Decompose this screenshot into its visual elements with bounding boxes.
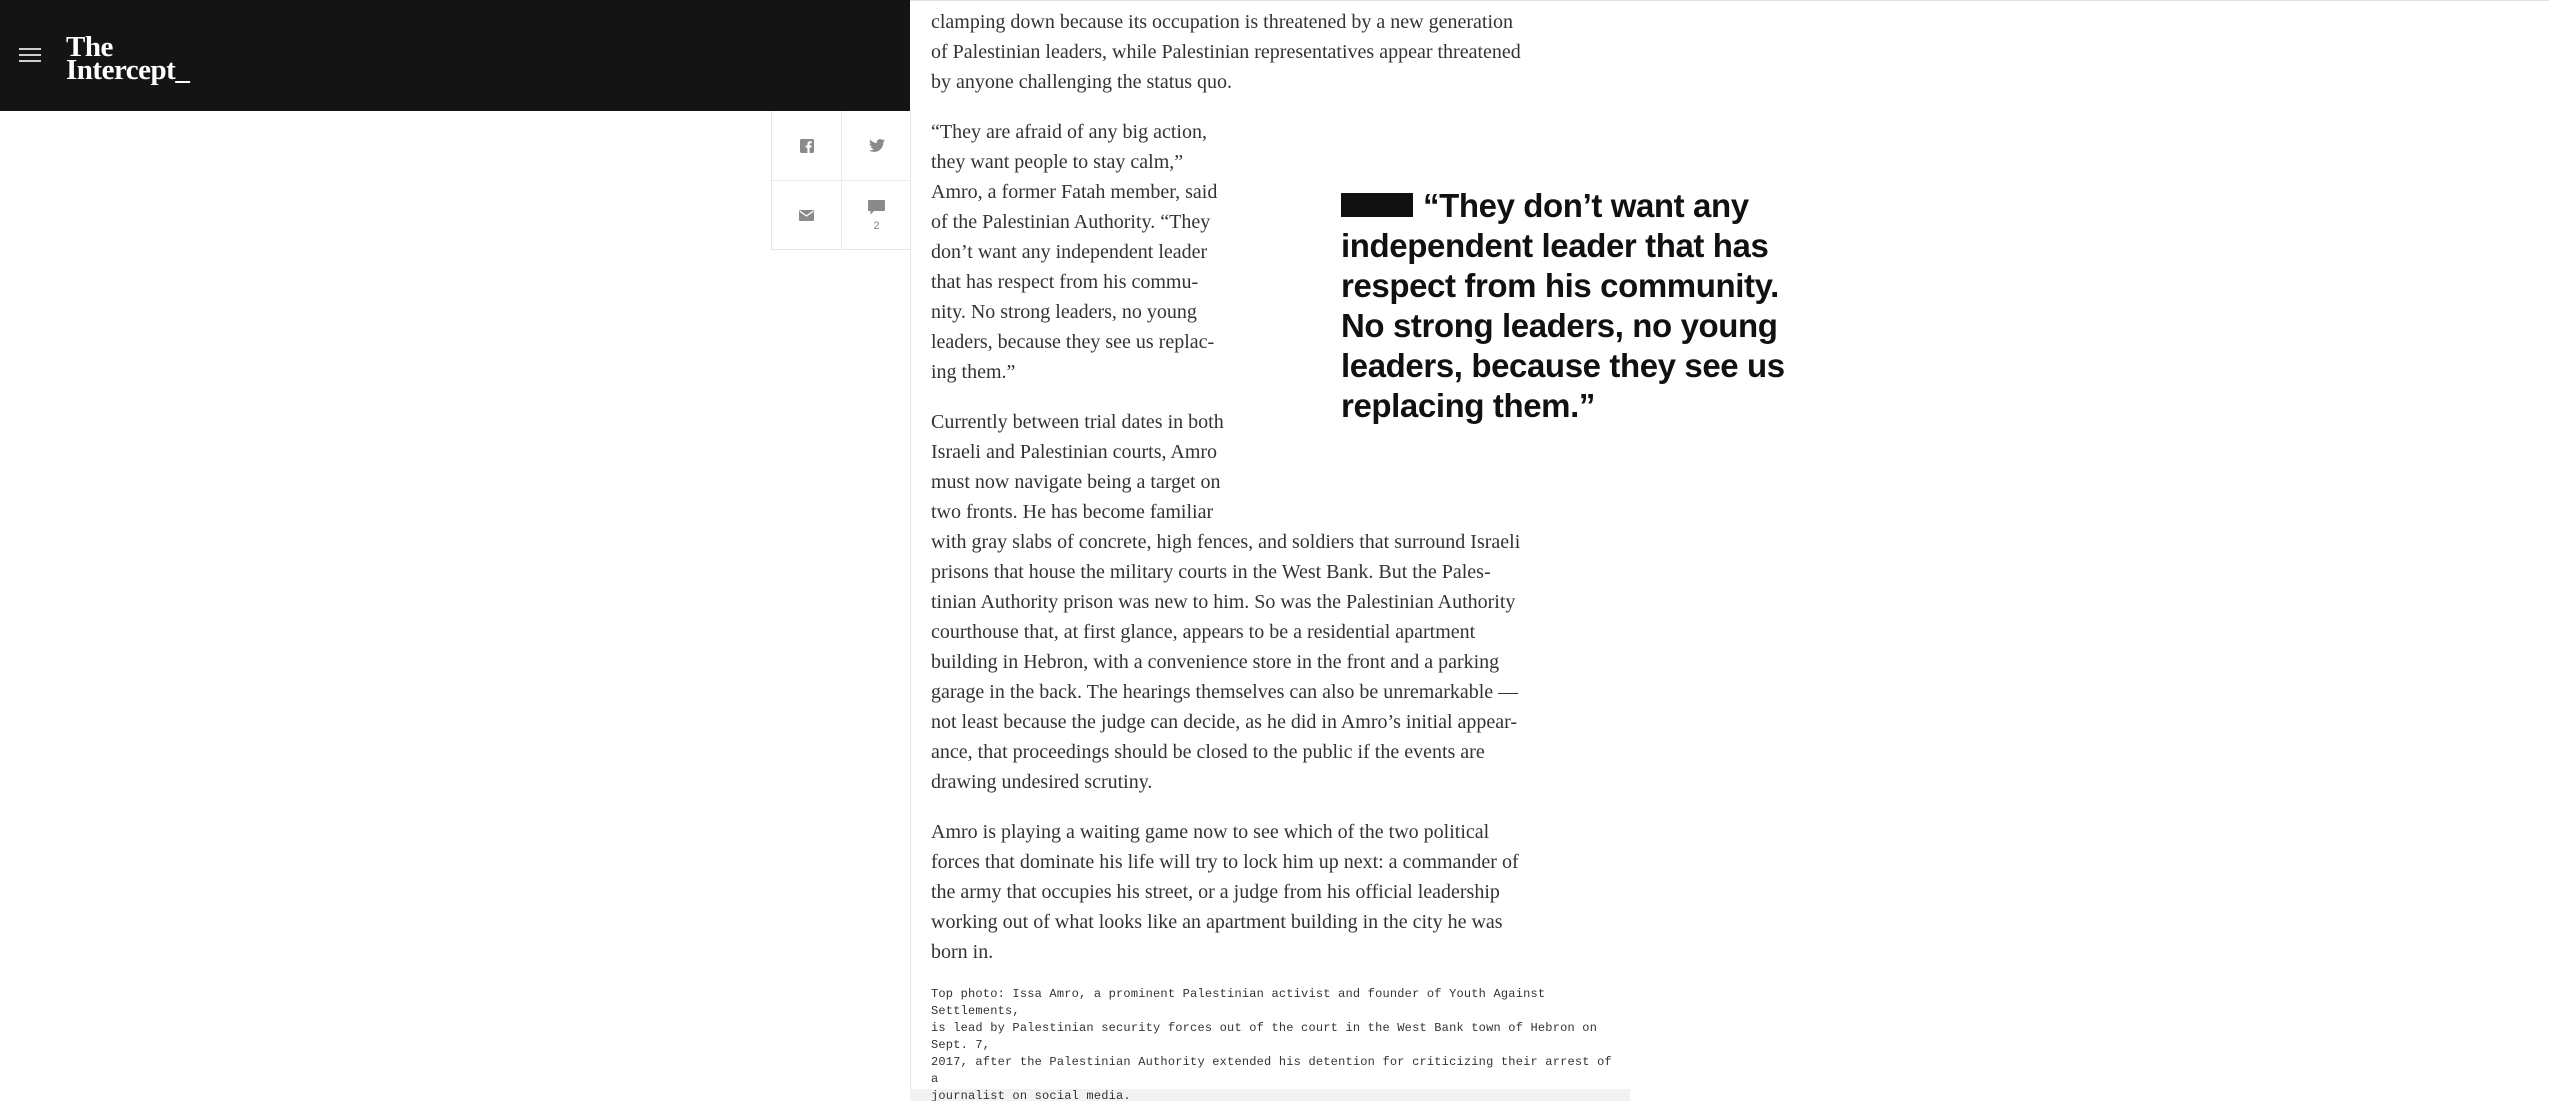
text-line: ance, that proceedings should be closed to the public if the events are	[931, 741, 1485, 763]
paragraph-2	[931, 407, 1617, 797]
caption-line: is lead by Palestinian security forces out of the court in the West Bank town of Hebron on Sept. 7,	[931, 1021, 1598, 1052]
pull-quote	[1341, 186, 1801, 426]
logo-line-1: The	[66, 31, 113, 63]
pull-quote-line: respect from his community.	[1341, 267, 1779, 304]
text-line: Amro is playing a waiting game now to see which of the two political	[931, 821, 1490, 843]
text-line: tinian Authority prison was new to him. So was the Palestinian Authority	[931, 591, 1516, 613]
twitter-icon	[869, 139, 885, 152]
comment-icon	[868, 200, 885, 215]
text-line: building in Hebron, with a convenience store in the front and a parking	[931, 651, 1500, 673]
caption-line: Top photo: Issa Amro, a prominent Palestinian activist and founder of Youth Against Settlements,	[931, 987, 1546, 1018]
photo-caption	[931, 986, 1621, 1101]
text-line: ing them.”	[931, 361, 1016, 383]
text-line: born in.	[931, 941, 994, 963]
text-line: two fronts. He has become familiar	[931, 501, 1214, 523]
share-facebook-button[interactable]	[772, 111, 841, 180]
text-line: forces that dominate his life will try to lock him up next: a commander of	[931, 851, 1519, 873]
text-line: that has respect from his commu-	[931, 271, 1199, 293]
paragraph-3	[931, 817, 1617, 967]
pull-quote-bar	[1341, 193, 1413, 217]
text-line: “They are afraid of any big action,	[931, 121, 1207, 143]
text-line: they want people to stay calm,”	[931, 151, 1184, 173]
text-line: of the Palestinian Authority. “They	[931, 211, 1211, 233]
article-column-border	[910, 111, 911, 1101]
logo-line-2: Intercept_	[66, 54, 190, 86]
caption-line: journalist on social media.	[931, 1089, 1131, 1101]
share-panel	[771, 111, 910, 250]
text-line: drawing undesired scrutiny.	[931, 771, 1153, 793]
site-logo[interactable]	[66, 31, 190, 86]
text-line: courthouse that, at first glance, appears to be a residential apartment	[931, 621, 1476, 643]
menu-icon[interactable]	[19, 48, 41, 62]
email-icon	[799, 210, 814, 221]
pull-quote-line: independent leader that has	[1341, 227, 1769, 264]
share-twitter-button[interactable]	[842, 111, 911, 180]
text-line: of Palestinian leaders, while Palestinian representatives appear threatened	[931, 41, 1521, 63]
text-line: with gray slabs of concrete, high fences, and soldiers that surround Israeli	[931, 531, 1521, 553]
text-line: not least because the judge can decide, as he did in Amro’s initial appear-	[931, 711, 1518, 733]
text-line: working out of what looks like an apartment building in the city he was	[931, 911, 1503, 933]
text-line: must now navigate being a target on	[931, 471, 1221, 493]
caption-line: 2017, after the Palestinian Authority extended his detention for criticizing their arrest of a	[931, 1055, 1612, 1086]
text-line: don’t want any independent leader	[931, 241, 1208, 263]
text-line: Amro, a former Fatah member, said	[931, 181, 1218, 203]
text-line: prisons that house the military courts in the West Bank. But the Pales-	[931, 561, 1491, 583]
text-line: Israeli and Palestinian courts, Amro	[931, 441, 1218, 463]
paragraph-0	[931, 7, 1617, 97]
share-email-button[interactable]	[772, 181, 841, 250]
site-header	[0, 0, 910, 111]
pull-quote-line: replacing them.”	[1341, 387, 1595, 424]
comments-button[interactable]	[842, 181, 911, 250]
pull-quote-text: “They don’t want any	[1423, 187, 1749, 224]
facebook-icon	[800, 139, 814, 153]
text-line: leaders, because they see us replac-	[931, 331, 1215, 353]
pull-quote-line: leaders, because they see us	[1341, 347, 1785, 384]
text-line: the army that occupies his street, or a judge from his official leadership	[931, 881, 1500, 903]
text-line: Currently between trial dates in both	[931, 411, 1224, 433]
pull-quote-line	[1341, 186, 1801, 226]
text-line: by anyone challenging the status quo.	[931, 71, 1233, 93]
pull-quote-line: No strong leaders, no young	[1341, 307, 1778, 344]
comment-count: 2	[873, 219, 880, 232]
text-line: nity. No strong leaders, no young	[931, 301, 1197, 323]
text-line: clamping down because its occupation is threatened by a new generation	[931, 11, 1514, 33]
text-line: garage in the back. The hearings themselves can also be unremarkable —	[931, 681, 1519, 703]
paragraph-quote	[931, 117, 1261, 387]
